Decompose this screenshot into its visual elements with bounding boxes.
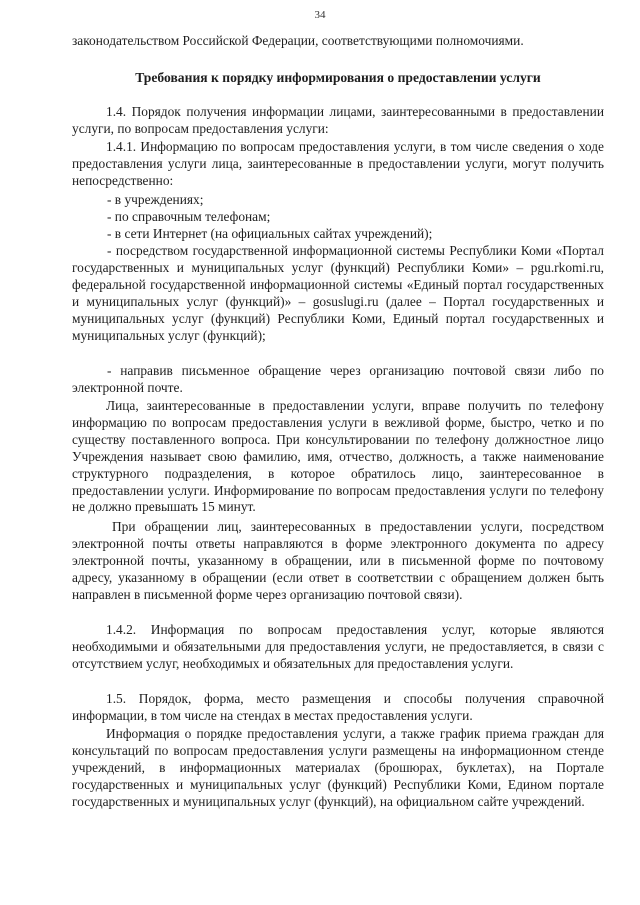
list-item-mail: - направив письменное обращение через организацию почтовой связи либо по электронной почте.: [72, 363, 604, 395]
paragraph-1-4-1: 1.4.1. Информацию по вопросам предоставления услуги, в том числе сведения о ходе предоставления услуги лица, заинтересованные в предоставлении услуги, могут получить непосредственно:: [72, 139, 604, 188]
list-item-institutions: - в учреждениях;: [107, 192, 204, 207]
list-item-phones: - по справочным телефонам;: [107, 209, 271, 224]
paragraph-phone-consultation: Лица, заинтересованные в предоставлении услуги, вправе получить по телефону информацию по вопросам предоставления услуги в вежливой форме, быстро, четко и по существу поставленного вопроса. При консультировании по телефону должностное лицо Учреждения называет свою фамилию, имя, отчество, должность, а также наименование структурного подразделения, в которое обратилось лицо, заинтересованное в предоставлении услуги. Информирование по вопросам предоставления услуги по телефону не должно превышать 15 минут.: [72, 398, 604, 515]
page-number: 34: [314, 9, 326, 21]
paragraph-1-5: 1.5. Порядок, форма, место размещения и способы получения справочной информации, в том числе на стендах в местах предоставления услуги.: [72, 691, 604, 723]
paragraph-1-4: 1.4. Порядок получения информации лицами, заинтересованными в предоставлении услуги, по вопросам предоставления услуги:: [72, 104, 604, 136]
paragraph-email-response: При обращении лиц, заинтересованных в предоставлении услуги, посредством электронной почты ответы направляются в форме электронного документа по адресу электронной почты, указанному в обращении, или в письменной форме по почтовому адресу, указанному в обращении (если ответ в соответствии с обращением должен быть направлен в письменной форме через организацию почтовой связи).: [72, 519, 604, 602]
top-line: законодательством Российской Федерации, соответствующими полномочиями.: [72, 33, 524, 48]
list-item-portal: - посредством государственной информационной системы Республики Коми «Портал государственных и муниципальных услуг (функций) Республики Коми» – pgu.rkomi.ru, федеральной государственной информационной системы «Единый портал государственных и муниципальных услуг (функций)» – gosuslugi.ru (далее – Портал государственных и муниципальных услуг (функций) Республики Коми, Единый портал государственных и муниципальных услуг (функций);: [72, 243, 604, 343]
section-heading: Требования к порядку информирования о предоставлении услуги: [135, 70, 541, 85]
paragraph-information-stand: Информация о порядке предоставления услуги, а также график приема граждан для консультаций по вопросам предоставления услуги размещены на информационном стенде учреждений, в информационных материалах (брошюрах, буклетах), на Портале государственных и муниципальных услуг (функций) Республики Коми, Едином портале государственных и муниципальных услуг (функций), на официальном сайте учреждений.: [72, 726, 604, 809]
list-item-internet: - в сети Интернет (на официальных сайтах учреждений);: [107, 226, 433, 241]
paragraph-1-4-2: 1.4.2. Информация по вопросам предоставления услуг, которые являются необходимыми и обязательными для предоставления услуги, не предоставляется, в связи с отсутствием услуг, необходимых и обязательных для предоставления услуги.: [72, 622, 604, 671]
